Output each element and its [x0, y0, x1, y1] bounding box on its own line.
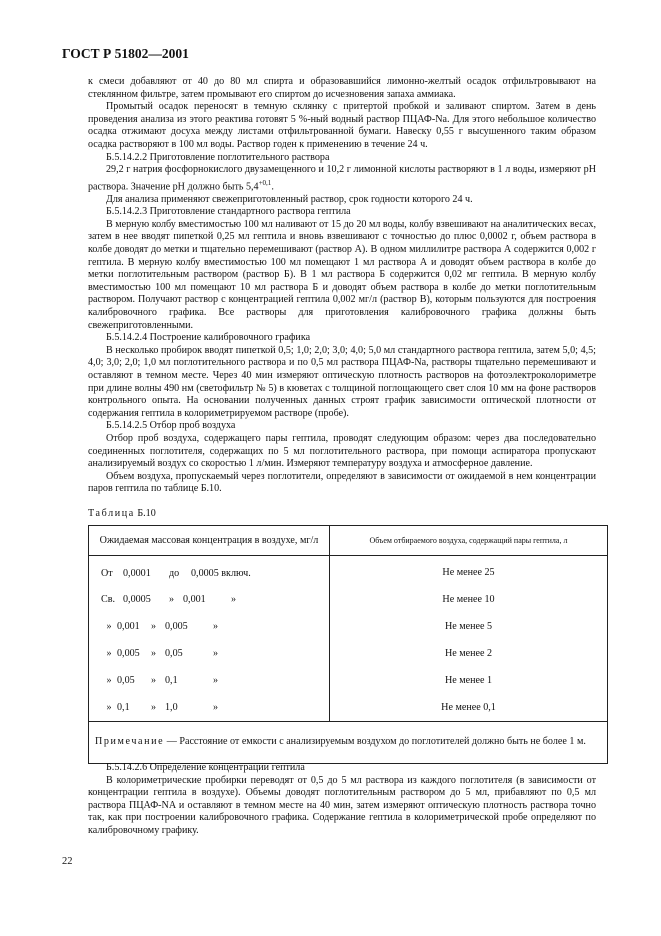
- col-header-concentration: Ожидаемая массовая концентрация в воздухе, мг/л: [89, 526, 330, 556]
- table-row: [89, 667, 608, 694]
- row-from: 0,1: [117, 702, 130, 713]
- row-to: 0,005: [165, 621, 188, 632]
- table-caption-prefix: Таблица: [88, 508, 135, 519]
- paragraph: Промытый осадок переносят в темную склянку с притертой пробкой и заливают спиртом. Затем в день проведения анализа из этого реактива готовят 5 %-ный водный раствор ПЦАФ-Na. Для этого небольшое количество осадка отжимают досуха между листами отфильтрованной бумаги. Навеску 0,55 г высушенного таким образом осадка растворяют в 100 мл воды. Раствор годен к применению в течение 24 ч.: [88, 101, 596, 150]
- row-volume: Не менее 25: [330, 556, 608, 587]
- row-to: 0,001: [183, 594, 206, 605]
- col-header-volume: Объем отбираемого воздуха, содержащий пары гептила, л: [330, 526, 608, 556]
- row-prefix: »: [106, 621, 112, 632]
- document-body-bottom: [88, 762, 596, 838]
- row-from: 0,001: [117, 621, 140, 632]
- page-number: 22: [62, 856, 73, 867]
- row-to: 0,05: [165, 648, 183, 659]
- row-tail: »: [213, 702, 219, 713]
- table-row: [89, 613, 608, 640]
- row-tail: »: [213, 648, 219, 659]
- row-volume: Не менее 2: [330, 640, 608, 667]
- table-note: [89, 722, 608, 764]
- row-mid: »: [151, 675, 157, 686]
- row-to: 0,1: [165, 675, 178, 686]
- table-row: [89, 640, 608, 667]
- paragraph: к смеси добавляют от 40 до 80 мл спирта и образовавшийся лимонно-желтый осадок отфильтровывают на стеклянном фильтре, затем промывают его спиртом до исчезновения запаха аммиака.: [88, 76, 596, 100]
- row-volume: Не менее 10: [330, 586, 608, 613]
- concentration-table: [88, 525, 608, 764]
- table-note-row: [89, 722, 608, 764]
- row-mid: »: [151, 648, 157, 659]
- row-tail: »: [213, 621, 219, 632]
- table-row: [89, 556, 608, 587]
- row-tail: »: [231, 594, 237, 605]
- row-from: 0,05: [117, 675, 135, 686]
- row-from: 0,0001: [123, 567, 151, 579]
- table-row: [89, 694, 608, 722]
- paragraph: В несколько пробирок вводят пипеткой 0,5; 1,0; 2,0; 3,0; 4,0; 5,0 мл стандартного раствора гептила, затем 5,0; 4,5; 4,0; 3,0; 2,0; 1,0 мл поглотительного раствора и по 0,5 мл раствора ПЦАФ-Na, растворы тщательно перемешивают и оставляют в темном месте. Через 40 мин измеряют оптическую плотность растворов на фотоэлектроколориметре при длине волны 490 нм (светофильтр № 5) в кюветах с толщиной поглощающего свет слоя 10 мм на фоне растворов контрольного опыта. На основании полученных данных строят график зависимости оптической плотности от содержания гептила в колориметрируемом растворе (пробе).: [88, 344, 596, 419]
- paragraph: Для анализа применяют свежеприготовленный раствор, срок годности которого 24 ч.: [106, 193, 473, 205]
- table-caption-number: Б.10: [137, 508, 156, 519]
- row-volume: Не менее 0,1: [330, 694, 608, 722]
- paragraph: Отбор проб воздуха, содержащего пары гептила, проводят следующим образом: через два последовательно соединенных поглотителя, содержащих по 5 мл поглотительного раствора, при помощи аспиратора пропускают анализируемый воздух со скоростью 1 л/мин. Измеряют температуру воздуха и атмосферное давление.: [88, 432, 596, 470]
- table-row: [89, 586, 608, 613]
- ph-text: 29,2 г натрия фосфорнокислого двузамещенного и 10,2 г лимонной кислоты растворяют в 1 л воды, измеряют pH раствора. Значение pH должно быть 5,4: [88, 164, 596, 193]
- row-volume: Не менее 1: [330, 667, 608, 694]
- section-heading: Б.5.14.2.2 Приготовление поглотительного раствора: [106, 151, 330, 163]
- row-volume: Не менее 5: [330, 613, 608, 640]
- paragraph-ph: [88, 164, 596, 194]
- section-heading: Б.5.14.2.3 Приготовление стандартного раствора гептила: [106, 206, 351, 218]
- table-caption: [88, 508, 156, 519]
- row-mid: до: [169, 567, 180, 579]
- row-tail: »: [213, 675, 219, 686]
- ph-superscript: +0,1: [258, 178, 272, 187]
- table-header-row: [89, 526, 608, 556]
- row-mid: »: [169, 594, 175, 605]
- paragraph: В мерную колбу вместимостью 100 мл наливают от 15 до 20 мл воды, колбу взвешивают на аналитических весах, затем в нее вводят пипеткой 0,25 мл гептила и вновь взвешивают с точностью до плюс 0,0002 г, объем раствора в колбе доводят до метки и тщательно перемешивают (раствор А). В одном миллилитре раствора А содержится 0,002 г гептила. В мерную колбу вместимостью 100 мл помещают 1 мл раствора А и доводят объем раствора в колбе до метки поглотительным раствором (раствор Б). В 1 мл раствора Б содержится 0,02 мг гептила. В мерную колбу вместимостью 100 мл помещают 10 мл раствора Б и доводят объем раствора в колбе до метки поглотительным раствором. Получают раствор с концентрацией гептила 0,002 мг/л (раствор В), которым пользуются для построения калибровочного графика. Все растворы для приготовления калибровочного графика должны быть свежеприготовленными.: [88, 218, 596, 331]
- row-prefix: От: [101, 567, 113, 579]
- paragraph: В колориметрические пробирки переводят от 0,5 до 5 мл раствора из каждого поглотителя (в зависимости от концентрации гептила в воздухе). Объемы доводят поглотительным раствором до 5 мл, прибавляют по 0,5 мл раствора ПЦАФ-NA и оставляют в темном месте на 40 мин, затем измеряют оптическую плотность раствора точно так, как при построении калибровочного графика. Содержание гептила в колориметрической пробе определяют по калибровочному графику.: [88, 774, 596, 836]
- row-prefix: »: [106, 648, 112, 659]
- row-mid: »: [151, 702, 157, 713]
- row-from: 0,005: [117, 648, 140, 659]
- row-prefix: »: [106, 702, 112, 713]
- row-mid: »: [151, 621, 157, 632]
- section-heading: Б.5.14.2.4 Построение калибровочного графика: [106, 332, 311, 344]
- row-from: 0,0005: [123, 594, 151, 605]
- ph-suffix: .: [271, 181, 274, 193]
- paragraph: Объем воздуха, пропускаемый через поглотители, определяют в зависимости от ожидаемой в нем концентрации паров гептила по таблице Б.10.: [88, 470, 596, 495]
- row-to: 0,0005 включ.: [191, 567, 251, 579]
- row-prefix: »: [106, 675, 112, 686]
- document-body-top: [88, 76, 596, 496]
- note-text: — Расстояние от емкости с анализируемым воздухом до поглотителей должно быть не более 1 м.: [164, 736, 586, 748]
- row-to: 1,0: [165, 702, 178, 713]
- section-heading: Б.5.14.2.6 Определение концентрации гептила: [106, 762, 305, 773]
- note-label: Примечание: [95, 736, 165, 748]
- row-prefix: Св.: [101, 594, 116, 605]
- section-heading: Б.5.14.2.5 Отбор проб воздуха: [106, 420, 236, 432]
- document-header: ГОСТ Р 51802—2001: [62, 46, 189, 61]
